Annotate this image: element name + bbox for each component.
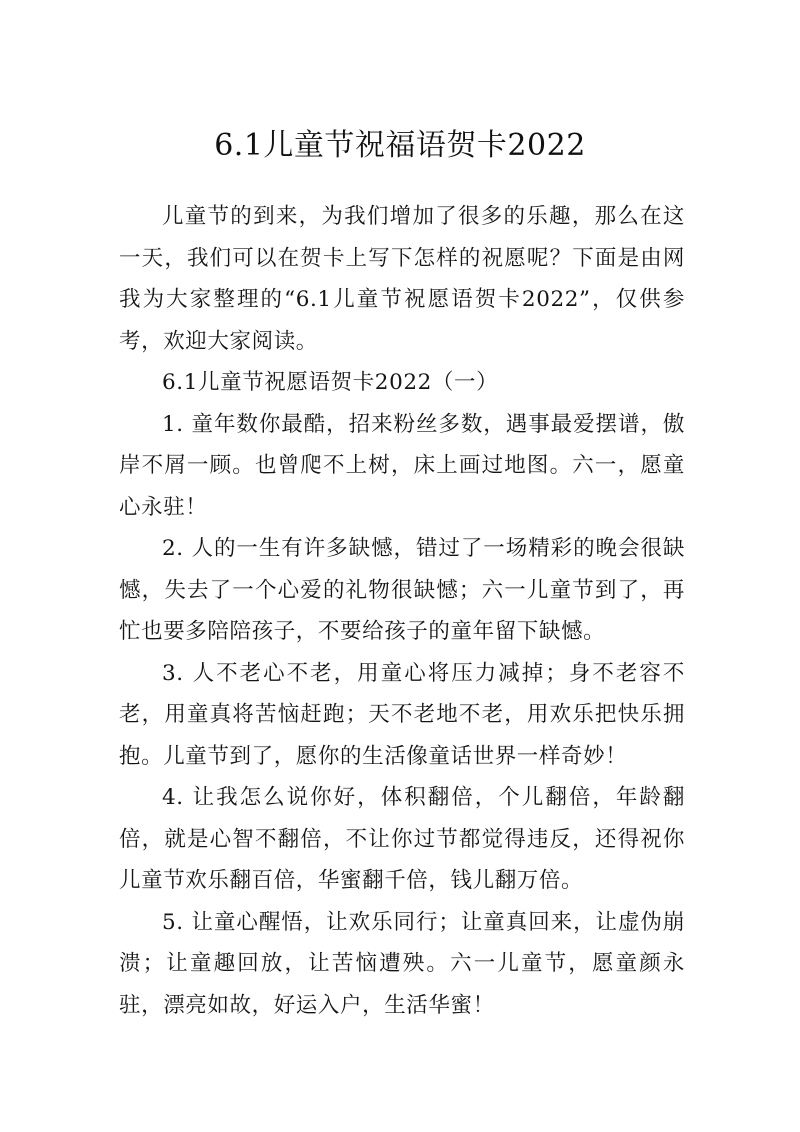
greeting-item-3: 3. 人不老心不老，用童心将压力减掉；身不老容不老，用童真将苦恼赶跑；天不老地不老，用欢乐把快乐拥抱。儿童节到了，愿你的生活像童话世界一样奇妙！ (119, 660, 685, 769)
greeting-item-4: 4. 让我怎么说你好，体积翻倍，个儿翻倍，年龄翻倍，就是心智不翻倍，不让你过节都觉得违反，还得祝你儿童节欢乐翻百倍，华蜜翻千倍，钱儿翻万倍。 (119, 785, 685, 893)
intro-paragraph: 儿童节的到来，为我们增加了很多的乐趣，那么在这一天，我们可以在贺卡上写下怎样的祝愿呢？下面是由网我为大家整理的“6.1儿童节祝愿语贺卡2022”，仅供参考，欢迎大家阅读。 (119, 204, 685, 354)
greeting-item-1: 1. 童年数你最酷，招来粉丝多数，遇事最爱摆谱，傲岸不屑一顾。也曾爬不上树，床上画过地图。六一，愿童心永驻！ (119, 411, 685, 520)
greeting-item-2: 2. 人的一生有许多缺憾，错过了一场精彩的晚会很缺憾，失去了一个心爱的礼物很缺憾；六一儿童节到了，再忙也要多陪陪孩子，不要给孩子的童年留下缺憾。 (119, 536, 685, 644)
document-title: 6.1儿童节祝福语贺卡2022 (214, 128, 586, 163)
document-body (119, 196, 685, 1026)
section-heading: 6.1儿童节祝愿语贺卡2022（一） (162, 370, 499, 395)
greeting-item-5: 5. 让童心醒悟，让欢乐同行；让童真回来，让虚伪崩溃；让童趣回放，让苦恼遭殃。六一儿童节，愿童颜永驻，漂亮如故，好运入户，生活华蜜！ (119, 909, 685, 1018)
